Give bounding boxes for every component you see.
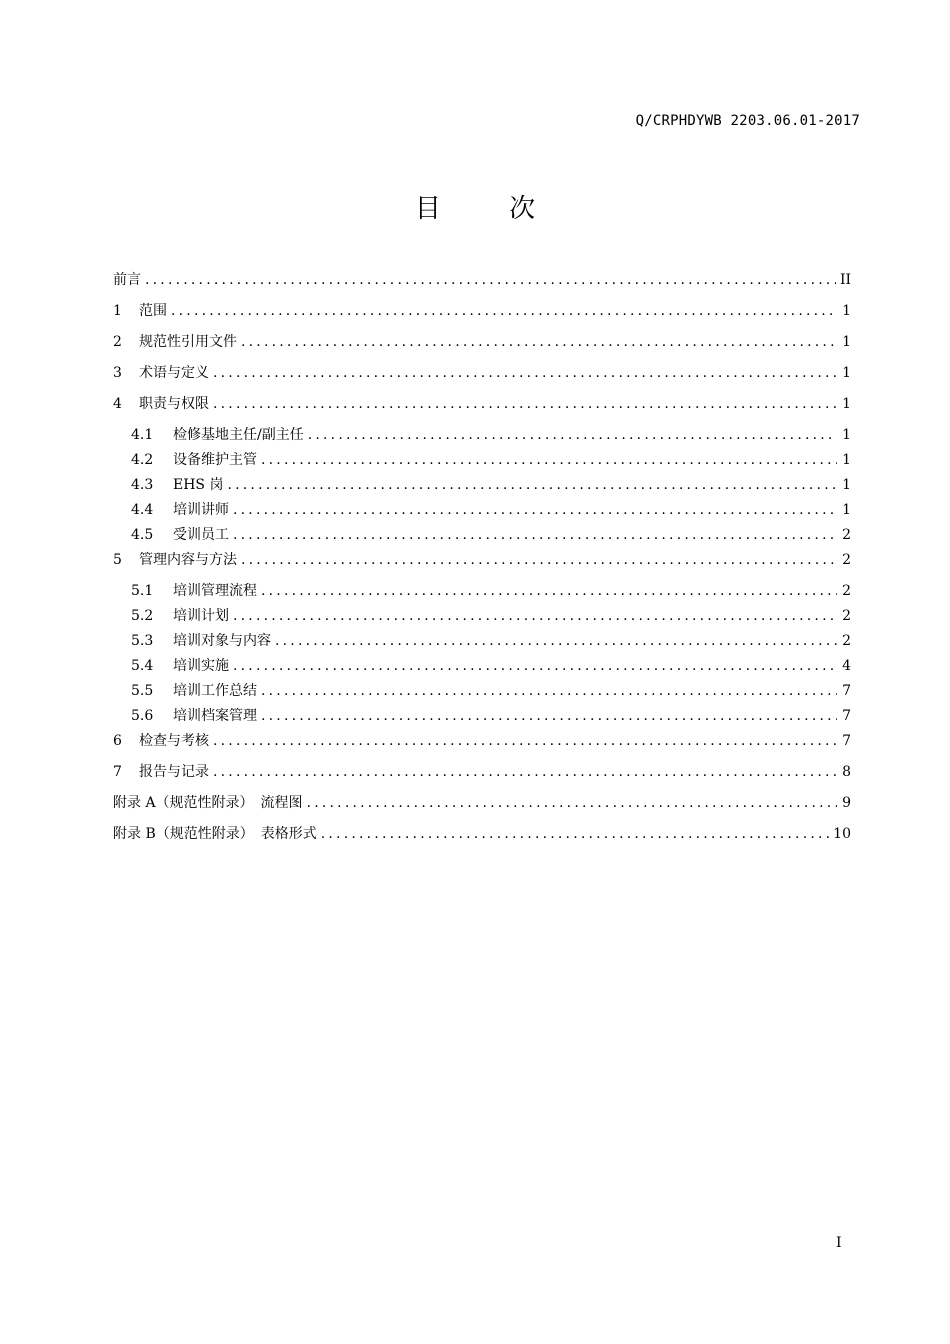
- toc-leader-dots: [213, 392, 837, 417]
- toc-entry[interactable]: [113, 473, 851, 498]
- toc-entry[interactable]: [113, 299, 851, 330]
- toc-entry-label: 检修基地主任/副主任: [173, 427, 304, 443]
- toc-entry-page: 2: [842, 583, 851, 599]
- toc-entry-page: 2: [842, 608, 851, 624]
- toc-entry-label: 管理内容与方法: [139, 552, 237, 568]
- toc-entry[interactable]: [113, 604, 851, 629]
- toc-entry-label: 报告与记录: [139, 764, 209, 780]
- toc-entry-number: 4: [113, 396, 122, 412]
- toc-entry-number: 2: [113, 334, 122, 350]
- toc-leader-dots: [261, 448, 837, 473]
- toc-entry-page: 1: [842, 427, 851, 443]
- toc-leader-dots: [321, 822, 829, 847]
- toc-leader-dots: [233, 654, 837, 679]
- toc-entry-number: 4.1: [131, 427, 154, 443]
- toc-entry[interactable]: [113, 548, 851, 579]
- toc-entry-label: 培训管理流程: [173, 583, 257, 599]
- toc-entry-page: 2: [842, 527, 851, 543]
- toc-entry-page: 1: [842, 334, 851, 350]
- toc-entry-label: EHS 岗: [173, 477, 224, 493]
- toc-entry-number: 5: [113, 552, 122, 568]
- toc-entry[interactable]: [113, 704, 851, 729]
- toc-entry[interactable]: [113, 523, 851, 548]
- table-of-contents: [113, 268, 851, 853]
- toc-leader-dots: [275, 629, 837, 654]
- toc-entry[interactable]: [113, 760, 851, 791]
- toc-entry-page: 10: [833, 826, 851, 842]
- toc-entry-number: 1: [113, 303, 122, 319]
- toc-entry[interactable]: [113, 579, 851, 604]
- toc-leader-dots: [241, 330, 837, 355]
- toc-entry-label: 设备维护主管: [173, 452, 257, 468]
- toc-entry-page: 1: [842, 396, 851, 412]
- toc-entry[interactable]: [113, 822, 851, 853]
- toc-entry-number: 5.6: [131, 708, 154, 724]
- toc-entry[interactable]: [113, 268, 851, 299]
- toc-entry-number: 4.5: [131, 527, 154, 543]
- toc-leader-dots: [241, 548, 837, 573]
- toc-entry-number: 7: [113, 764, 122, 780]
- toc-entry[interactable]: [113, 791, 851, 822]
- toc-entry-number: 5.4: [131, 658, 154, 674]
- toc-entry-label: 范围: [139, 303, 167, 319]
- toc-entry-number: 4.2: [131, 452, 154, 468]
- toc-entry-label: 培训实施: [173, 658, 229, 674]
- toc-entry-label: 职责与权限: [139, 396, 209, 412]
- toc-entry-label: 培训对象与内容: [173, 633, 271, 649]
- toc-leader-dots: [261, 679, 837, 704]
- toc-leader-dots: [307, 791, 837, 816]
- page-number: I: [836, 1235, 842, 1251]
- toc-entry[interactable]: [113, 448, 851, 473]
- toc-entry[interactable]: [113, 498, 851, 523]
- toc-entry-page: 1: [842, 303, 851, 319]
- toc-entry-label: 规范性引用文件: [139, 334, 237, 350]
- toc-entry-page: 1: [842, 477, 851, 493]
- toc-leader-dots: [261, 579, 837, 604]
- toc-title: 目 次: [414, 194, 566, 224]
- toc-entry-page: 9: [842, 795, 851, 811]
- toc-entry[interactable]: [113, 330, 851, 361]
- toc-entry-label: 前言: [113, 272, 141, 288]
- toc-entry[interactable]: [113, 654, 851, 679]
- toc-entry-page: 1: [842, 452, 851, 468]
- toc-leader-dots: [213, 760, 837, 785]
- toc-entry-label: 培训档案管理: [173, 708, 257, 724]
- toc-entry-page: 8: [842, 764, 851, 780]
- toc-leader-dots: [233, 498, 837, 523]
- toc-entry-number: 5.1: [131, 583, 154, 599]
- toc-entry-number: 5.3: [131, 633, 154, 649]
- toc-entry-label: 受训员工: [173, 527, 229, 543]
- toc-leader-dots: [227, 473, 837, 498]
- toc-entry-label: 附录 B（规范性附录） 表格形式: [113, 826, 317, 842]
- toc-entry-number: 6: [113, 733, 122, 749]
- toc-entry-label: 术语与定义: [139, 365, 209, 381]
- toc-entry-page: 7: [842, 733, 851, 749]
- toc-leader-dots: [171, 299, 837, 324]
- toc-entry-number: 5.5: [131, 683, 154, 699]
- document-code: Q/CRPHDYWB 2203.06.01-2017: [635, 113, 860, 129]
- toc-entry-label: 附录 A（规范性附录） 流程图: [113, 795, 303, 811]
- toc-entry-number: 4.4: [131, 502, 154, 518]
- toc-leader-dots: [308, 423, 837, 448]
- toc-entry[interactable]: [113, 423, 851, 448]
- toc-entry[interactable]: [113, 361, 851, 392]
- toc-leader-dots: [213, 361, 837, 386]
- toc-entry-page: 1: [842, 365, 851, 381]
- toc-entry-page: 1: [842, 502, 851, 518]
- toc-entry-page: 4: [842, 658, 851, 674]
- toc-entry-number: 4.3: [131, 477, 154, 493]
- toc-entry-number: 5.2: [131, 608, 154, 624]
- toc-entry-number: 3: [113, 365, 122, 381]
- toc-entry-label: 培训讲师: [173, 502, 229, 518]
- toc-leader-dots: [233, 604, 837, 629]
- toc-entry[interactable]: [113, 629, 851, 654]
- toc-entry-label: 培训工作总结: [173, 683, 257, 699]
- toc-entry-page: II: [839, 272, 851, 288]
- toc-leader-dots: [233, 523, 837, 548]
- toc-entry-page: 2: [842, 552, 851, 568]
- toc-entry[interactable]: [113, 679, 851, 704]
- toc-entry-page: 7: [842, 683, 851, 699]
- toc-entry-label: 培训计划: [173, 608, 229, 624]
- toc-entry-page: 2: [842, 633, 851, 649]
- toc-entry-page: 7: [842, 708, 851, 724]
- toc-leader-dots: [213, 729, 837, 754]
- toc-entry[interactable]: [113, 729, 851, 760]
- toc-leader-dots: [261, 704, 837, 729]
- toc-leader-dots: [145, 268, 836, 293]
- toc-entry-label: 检查与考核: [139, 733, 209, 749]
- toc-entry[interactable]: [113, 392, 851, 423]
